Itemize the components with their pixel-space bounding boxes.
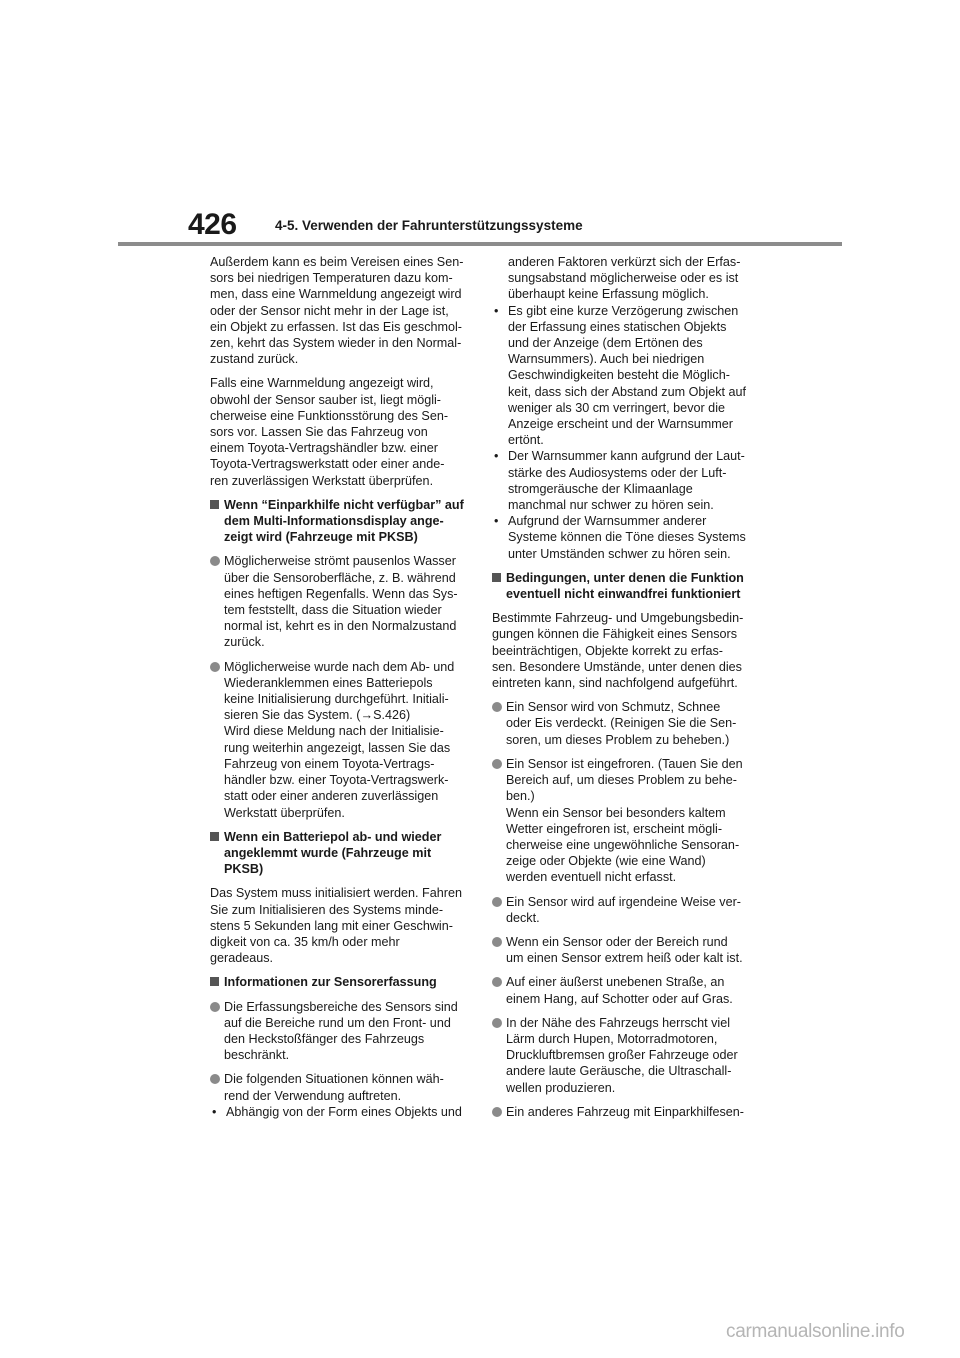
text-line: manchmal nur schwer zu hören sein.: [508, 498, 714, 513]
text-line: Abhängig von der Form eines Objekts und: [226, 1104, 462, 1119]
text-line: Möglicherweise wurde nach dem Ab- und: [224, 659, 455, 674]
circle-bullet-icon: [210, 1074, 220, 1084]
text-line: men, dass eine Warnmeldung angezeigt wird: [210, 287, 462, 302]
text-line: statt oder einer anderen zuverlässigen: [224, 789, 439, 804]
header-rule: [118, 242, 842, 246]
circle-bullet-icon: [492, 977, 502, 987]
sub-list-item: [492, 513, 754, 562]
text-line: Wird diese Meldung nach der Initialisie-: [224, 724, 444, 739]
circle-bullet-icon: [492, 937, 502, 947]
text-line: Außerdem kann es beim Vereisen eines Sen-: [210, 255, 464, 269]
text-line: zen, kehrt das System wieder in den Normal-: [210, 336, 462, 351]
text-line: oder Eis verdeckt. (Reinigen Sie die Sen-: [506, 716, 737, 731]
list-item: [210, 659, 472, 821]
watermark: carmanualsonline.info: [726, 1321, 905, 1342]
text-line: Wenn ein Sensor oder der Bereich rund: [506, 934, 728, 949]
text-line: Bedingungen, unter denen die Funktion: [506, 570, 744, 585]
text-line: zurück.: [224, 635, 265, 650]
text-line: Toyota-Vertragswerkstatt oder einer ande-: [210, 457, 445, 472]
text-line: Wiederanklemmen eines Batteriepols: [224, 675, 433, 690]
text-line: ertönt.: [508, 433, 544, 448]
text-line: Ein Sensor ist eingefroren. (Tauen Sie den: [506, 756, 743, 771]
text-line: überhaupt keine Erfassung möglich.: [508, 287, 709, 302]
text-line: PKSB): [224, 862, 264, 877]
text-line: Wetter eingefroren ist, erscheint mögli-: [506, 821, 723, 836]
circle-bullet-icon: [492, 1107, 502, 1117]
list-item: [492, 699, 754, 748]
circle-bullet-icon: [492, 702, 502, 712]
list-item-text: [224, 1071, 472, 1103]
heading-text: [224, 497, 472, 546]
text-line: Lärm durch Hupen, Motorradmotoren,: [506, 1031, 718, 1046]
text-line: Die Erfassungsbereiche des Sensors sind: [224, 999, 458, 1014]
text-line: cherweise eine ungewöhnliche Sensoran-: [506, 837, 740, 852]
list-item-text: [224, 999, 472, 1064]
text-line: eines heftigen Regenfalls. Wenn das Sys-: [224, 586, 458, 601]
text-line: Druckluftbremsen großer Fahrzeuge oder: [506, 1048, 738, 1063]
circle-bullet-icon: [492, 1018, 502, 1028]
list-item: [492, 1104, 754, 1120]
square-bullet-icon: [210, 977, 219, 986]
text-line: um einen Sensor extrem heiß oder kalt ist.: [506, 951, 743, 966]
text-line: dem Multi-Informationsdisplay ange-: [224, 514, 444, 529]
text-line: oder der Sensor nicht mehr in der Lage ist,: [210, 303, 449, 318]
text-line: einem Toyota-Vertragshändler bzw. einer: [210, 441, 438, 456]
list-item: [210, 1071, 472, 1103]
sub-list-item: [492, 303, 754, 449]
sub-list-item-text: [226, 1104, 472, 1120]
text-line: Das System muss initialisiert werden. Fahren: [210, 886, 462, 901]
text-line: Systeme können die Töne dieses Systems: [508, 530, 746, 545]
text-line: Auf einer äußerst unebenen Straße, an: [506, 975, 725, 990]
text-line: stärke des Audiosystems oder der Luft-: [508, 465, 727, 480]
text-line: Es gibt eine kurze Verzögerung zwischen: [508, 303, 739, 318]
text-line: der Erfassung eines statischen Objekts: [508, 319, 727, 334]
circle-bullet-icon: [492, 759, 502, 769]
page-number: 426: [188, 208, 237, 241]
text-line: keine Initialisierung durchgeführt. Initiali-: [224, 692, 449, 707]
text-line: cherweise eine Funktionsstörung des Sen-: [210, 408, 449, 423]
text-line: zeige oder Objekte (wie eine Wand): [506, 854, 706, 869]
text-line: gungen können die Fähigkeit eines Sensors: [492, 627, 738, 642]
text-line: sen. Besondere Umstände, unter denen dies: [492, 659, 742, 674]
paragraph: [210, 885, 472, 966]
text-line: zeigt wird (Fahrzeuge mit PKSB): [224, 530, 418, 545]
text-line: unter Umständen schwer zu hören sein.: [508, 546, 731, 561]
text-line: Wenn “Einparkhilfe nicht verfügbar” auf: [224, 497, 464, 512]
text-line: sors bei niedrigen Temperaturen dazu kom-: [210, 271, 453, 286]
text-line: Möglicherweise strömt pausenlos Wasser: [224, 554, 456, 569]
dot-bullet-icon: •: [494, 514, 499, 529]
sub-list: [492, 254, 754, 562]
left-column: [210, 254, 472, 1120]
text-line: Werkstatt überprüfen.: [224, 805, 345, 820]
text-line: anderen Faktoren verkürzt sich der Erfas-: [508, 255, 741, 269]
list-item: [492, 894, 754, 926]
section-heading: [210, 829, 472, 878]
text-line: Falls eine Warnmeldung angezeigt wird,: [210, 376, 434, 391]
list-item-text: [506, 894, 754, 926]
section-heading: [210, 497, 472, 546]
text-line: angeklemmt wurde (Fahrzeuge mit: [224, 845, 432, 860]
list-item-text: [506, 756, 754, 886]
list-item: [492, 756, 754, 886]
square-bullet-icon: [210, 832, 219, 841]
text-line: werden eventuell nicht erfasst.: [506, 870, 677, 885]
text-line: Informationen zur Sensorerfassung: [224, 975, 437, 990]
section-heading: [492, 570, 754, 602]
right-column: [492, 254, 754, 1128]
circle-bullet-icon: [210, 662, 220, 672]
sub-list-item-text: [508, 254, 754, 303]
text-line: eintreten kann, sind nachfolgend aufgeführt.: [492, 676, 738, 691]
text-line: den Heckstoßfänger des Fahrzeugs: [224, 1031, 425, 1046]
dot-bullet-icon: •: [212, 1104, 217, 1119]
text-line: obwohl der Sensor sauber ist, liegt mögli-: [210, 392, 441, 407]
dot-bullet-icon: •: [494, 449, 499, 464]
list-item-text: [506, 699, 754, 748]
sub-list-item: [492, 448, 754, 513]
sub-list-item-continued: [492, 254, 754, 303]
list-item-text: [506, 1104, 754, 1120]
square-bullet-icon: [210, 500, 219, 509]
text-line: einem Hang, auf Schotter oder auf Gras.: [506, 991, 733, 1006]
text-line: Warnsummers). Auch bei niedrigen: [508, 352, 705, 367]
text-line: Ein anderes Fahrzeug mit Einparkhilfesen-: [506, 1104, 745, 1119]
text-line: eventuell nicht einwandfrei funktioniert: [506, 587, 741, 602]
text-line: normal ist, kehrt es in den Normalzustand: [224, 619, 457, 634]
text-line: tem feststellt, dass die Situation wieder: [224, 603, 442, 618]
paragraph: [492, 610, 754, 691]
list-item-text: [506, 934, 754, 966]
text-line: In der Nähe des Fahrzeugs herrscht viel: [506, 1015, 731, 1030]
text-line: Wenn ein Sensor bei besonders kaltem: [506, 805, 726, 820]
list-item-text: [224, 659, 472, 821]
text-line: und der Anzeige (dem Ertönen des: [508, 336, 703, 351]
list-item-text: [506, 974, 754, 1006]
text-line: sieren Sie das System. (→S.426): [224, 708, 411, 723]
dot-bullet-icon: •: [494, 303, 499, 318]
text-line: Bestimmte Fahrzeug- und Umgebungsbedin-: [492, 611, 744, 626]
section-title: 4-5. Verwenden der Fahrunterstützungssysteme: [275, 218, 583, 233]
text-line: stromgeräusche der Klimaanlage: [508, 481, 693, 496]
text-line: auf die Bereiche rund um den Front- und: [224, 1015, 451, 1030]
circle-bullet-icon: [210, 1002, 220, 1012]
text-line: ren zuverlässigen Werkstatt überprüfen.: [210, 473, 434, 488]
text-line: soren, um dieses Problem zu beheben.): [506, 732, 730, 747]
list-item: [492, 1015, 754, 1096]
list-item: [492, 934, 754, 966]
heading-text: [224, 974, 472, 990]
paragraph: [210, 254, 472, 367]
text-line: beeinträchtigen, Objekte korrekt zu erfas-: [492, 643, 723, 658]
text-line: stens 5 Sekunden lang mit einer Geschwin-: [210, 918, 453, 933]
text-line: Wenn ein Batteriepol ab- und wieder: [224, 829, 442, 844]
text-line: digkeit von ca. 35 km/h oder mehr: [210, 934, 400, 949]
text-line: ben.): [506, 789, 535, 804]
sub-list-item-text: [508, 513, 754, 562]
text-line: keit, dass sich der Abstand zum Objekt auf: [508, 384, 747, 399]
list-item: [210, 999, 472, 1064]
text-line: Geschwindigkeiten besteht die Möglich-: [508, 368, 730, 383]
heading-text: [224, 829, 472, 878]
text-line: ein Objekt zu erfassen. Ist das Eis geschmol-: [210, 319, 462, 334]
text-line: rung weiterhin angezeigt, lassen Sie das: [224, 740, 451, 755]
text-line: beschränkt.: [224, 1048, 290, 1063]
text-line: Anzeige erscheint und der Warnsummer: [508, 417, 733, 432]
list-item: [210, 553, 472, 650]
circle-bullet-icon: [210, 556, 220, 566]
text-line: Ein Sensor wird auf irgendeine Weise ver-: [506, 894, 741, 909]
heading-text: [506, 570, 754, 602]
text-line: andere laute Geräusche, die Ultraschall-: [506, 1064, 732, 1079]
sub-list-item-text: [508, 303, 754, 449]
text-line: Die folgenden Situationen können wäh-: [224, 1072, 444, 1087]
text-line: Der Warnsummer kann aufgrund der Laut-: [508, 449, 745, 464]
text-line: Ein Sensor wird von Schmutz, Schnee: [506, 700, 721, 715]
square-bullet-icon: [492, 573, 501, 582]
text-line: Bereich auf, um dieses Problem zu behe-: [506, 773, 738, 788]
text-line: über die Sensoroberfläche, z. B. während: [224, 570, 456, 585]
text-line: Sie zum Initialisieren des Systems minde-: [210, 902, 444, 917]
circle-bullet-icon: [492, 897, 502, 907]
text-line: geradeaus.: [210, 951, 274, 966]
sub-list-item-text: [508, 448, 754, 513]
sub-list-item: [210, 1104, 472, 1120]
text-line: Aufgrund der Warnsummer anderer: [508, 514, 707, 529]
text-line: zustand zurück.: [210, 352, 299, 367]
text-line: weniger als 30 cm verringert, bevor die: [508, 400, 725, 415]
list-item-text: [506, 1015, 754, 1096]
text-line: händler bzw. einer Toyota-Vertragswerk-: [224, 773, 449, 788]
section-heading: [210, 974, 472, 990]
text-line: sors vor. Lassen Sie das Fahrzeug von: [210, 425, 428, 440]
text-line: Fahrzeug von einem Toyota-Vertrags-: [224, 756, 435, 771]
list-item: [492, 974, 754, 1006]
paragraph: [210, 375, 472, 488]
list-item-text: [224, 553, 472, 650]
text-line: rend der Verwendung auftreten.: [224, 1088, 402, 1103]
text-line: wellen produzieren.: [506, 1080, 616, 1095]
text-line: deckt.: [506, 910, 540, 925]
text-line: sungsabstand möglicherweise oder es ist: [508, 271, 739, 286]
